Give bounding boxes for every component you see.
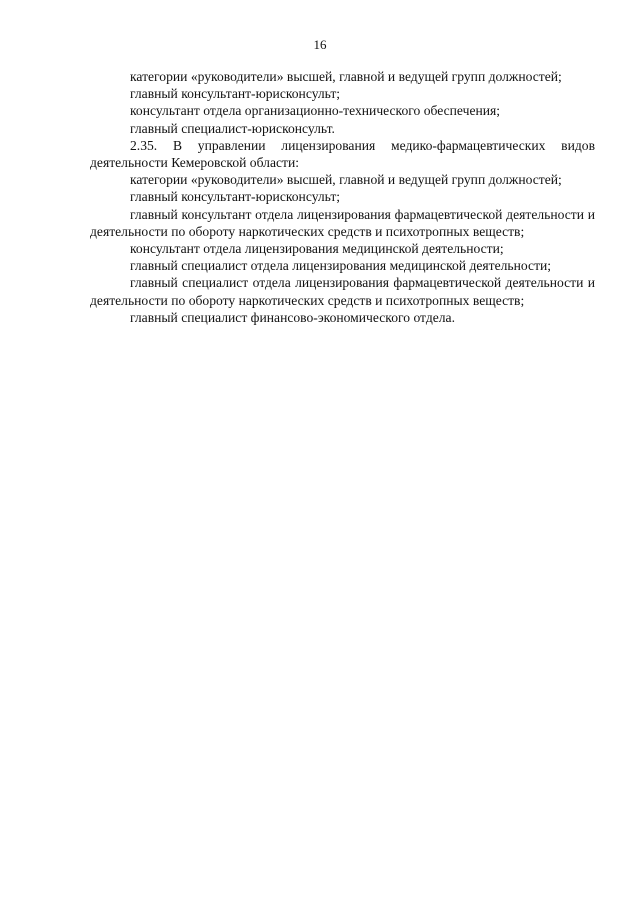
- paragraph-section-2-35: 2.35. В управлении лицензирования медико-фармацевтических видов деятельности Кемеровской области:: [90, 137, 595, 171]
- paragraph-chief-specialist-pharma: главный специалист отдела лицензирования фармацевтической деятельности и деятельности по обороту наркотических средств и психотропных веществ;: [90, 275, 595, 308]
- document-body: [90, 68, 595, 326]
- page-number: 16: [313, 37, 327, 52]
- paragraph-chief-specialist-finance: главный специалист финансово-экономического отдела.: [130, 309, 455, 325]
- paragraph-chief-legal-consultant-1: главный консультант-юрисконсульт;: [130, 86, 341, 102]
- paragraph-consultant-medical: консультант отдела лицензирования медицинской деятельности;: [130, 241, 504, 257]
- paragraph-categories-2: категории «руководители» высшей, главной и ведущей групп должностей;: [130, 172, 562, 188]
- paragraph-categories-1: категории «руководители» высшей, главной и ведущей групп должностей;: [130, 69, 562, 84]
- paragraph-consultant-org-tech: консультант отдела организационно-технического обеспечения;: [130, 103, 501, 119]
- paragraph-chief-specialist-medical: главный специалист отдела лицензирования медицинской деятельности;: [130, 258, 552, 274]
- paragraph-chief-consultant-pharma: главный консультант отдела лицензирования фармацевтической деятельности и деятельности по обороту наркотических средств и психотропных веществ;: [90, 206, 595, 239]
- paragraph-chief-specialist-legal: главный специалист-юрисконсульт.: [130, 120, 335, 136]
- paragraph-chief-legal-consultant-2: главный консультант-юрисконсульт;: [130, 189, 341, 205]
